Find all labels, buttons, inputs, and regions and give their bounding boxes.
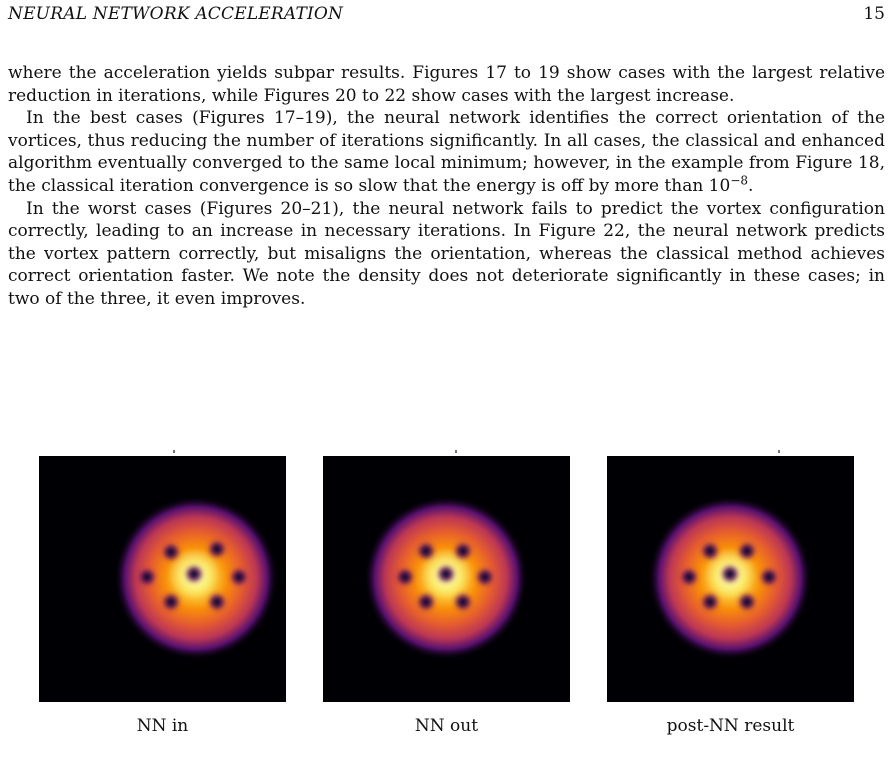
panel-post-nn-result bbox=[607, 456, 854, 702]
paragraph-2 bbox=[8, 107, 885, 197]
axis-tick-fragment bbox=[455, 450, 457, 453]
axis-tick-fragment bbox=[778, 450, 780, 453]
density-plot-post-nn bbox=[607, 456, 854, 702]
panel-nn-in bbox=[39, 456, 286, 702]
running-title: NEURAL NETWORK ACCELERATION bbox=[8, 4, 344, 24]
paragraph-1-text: where the acceleration yields subpar results. Figures 17 to 19 show cases with the largest relative reduction in iterations, while Figures 20 to 22 show cases with the largest increase. bbox=[8, 63, 885, 106]
figure-row bbox=[0, 456, 893, 702]
axis-tick-fragment bbox=[173, 450, 175, 453]
caption-nn-out: NN out bbox=[414, 716, 479, 736]
paragraph-3-text: In the worst cases (Figures 20–21), the neural network fails to predict the vortex configuration correctly, leading to an increase in necessary iterations. In Figure 22, the neural network predicts the vortex pattern correctly, but misaligns the orientation, whereas the classical method achieves correct orientation faster. We note the density does not deteriorate significantly in these cases; in two of the three, it even improves. bbox=[8, 198, 885, 309]
panel-captions bbox=[0, 716, 893, 740]
running-header bbox=[8, 4, 885, 32]
paragraph-2-text: In the best cases (Figures 17–19), the neural network identifies the correct orientation of the vortices, thus reducing the number of iterations significantly. In all cases, the classical and enhanced algorithm eventually converged to the same local minimum; however, in the example from Figure 18, the classical iteration convergence is so slow that the energy is off by more than 10 bbox=[8, 108, 885, 196]
density-plot-nn-in bbox=[39, 456, 286, 702]
caption-nn-in: NN in bbox=[136, 716, 189, 736]
paragraph-3 bbox=[8, 198, 885, 311]
paragraph-2-tail: . bbox=[748, 175, 754, 196]
page-number: 15 bbox=[863, 4, 885, 24]
paragraph-1 bbox=[8, 62, 885, 107]
density-plot-nn-out bbox=[323, 456, 570, 702]
panel-nn-out bbox=[323, 456, 570, 702]
caption-post-nn-result: post-NN result bbox=[666, 716, 795, 736]
exponent: −8 bbox=[730, 173, 749, 188]
body-text bbox=[8, 62, 885, 311]
